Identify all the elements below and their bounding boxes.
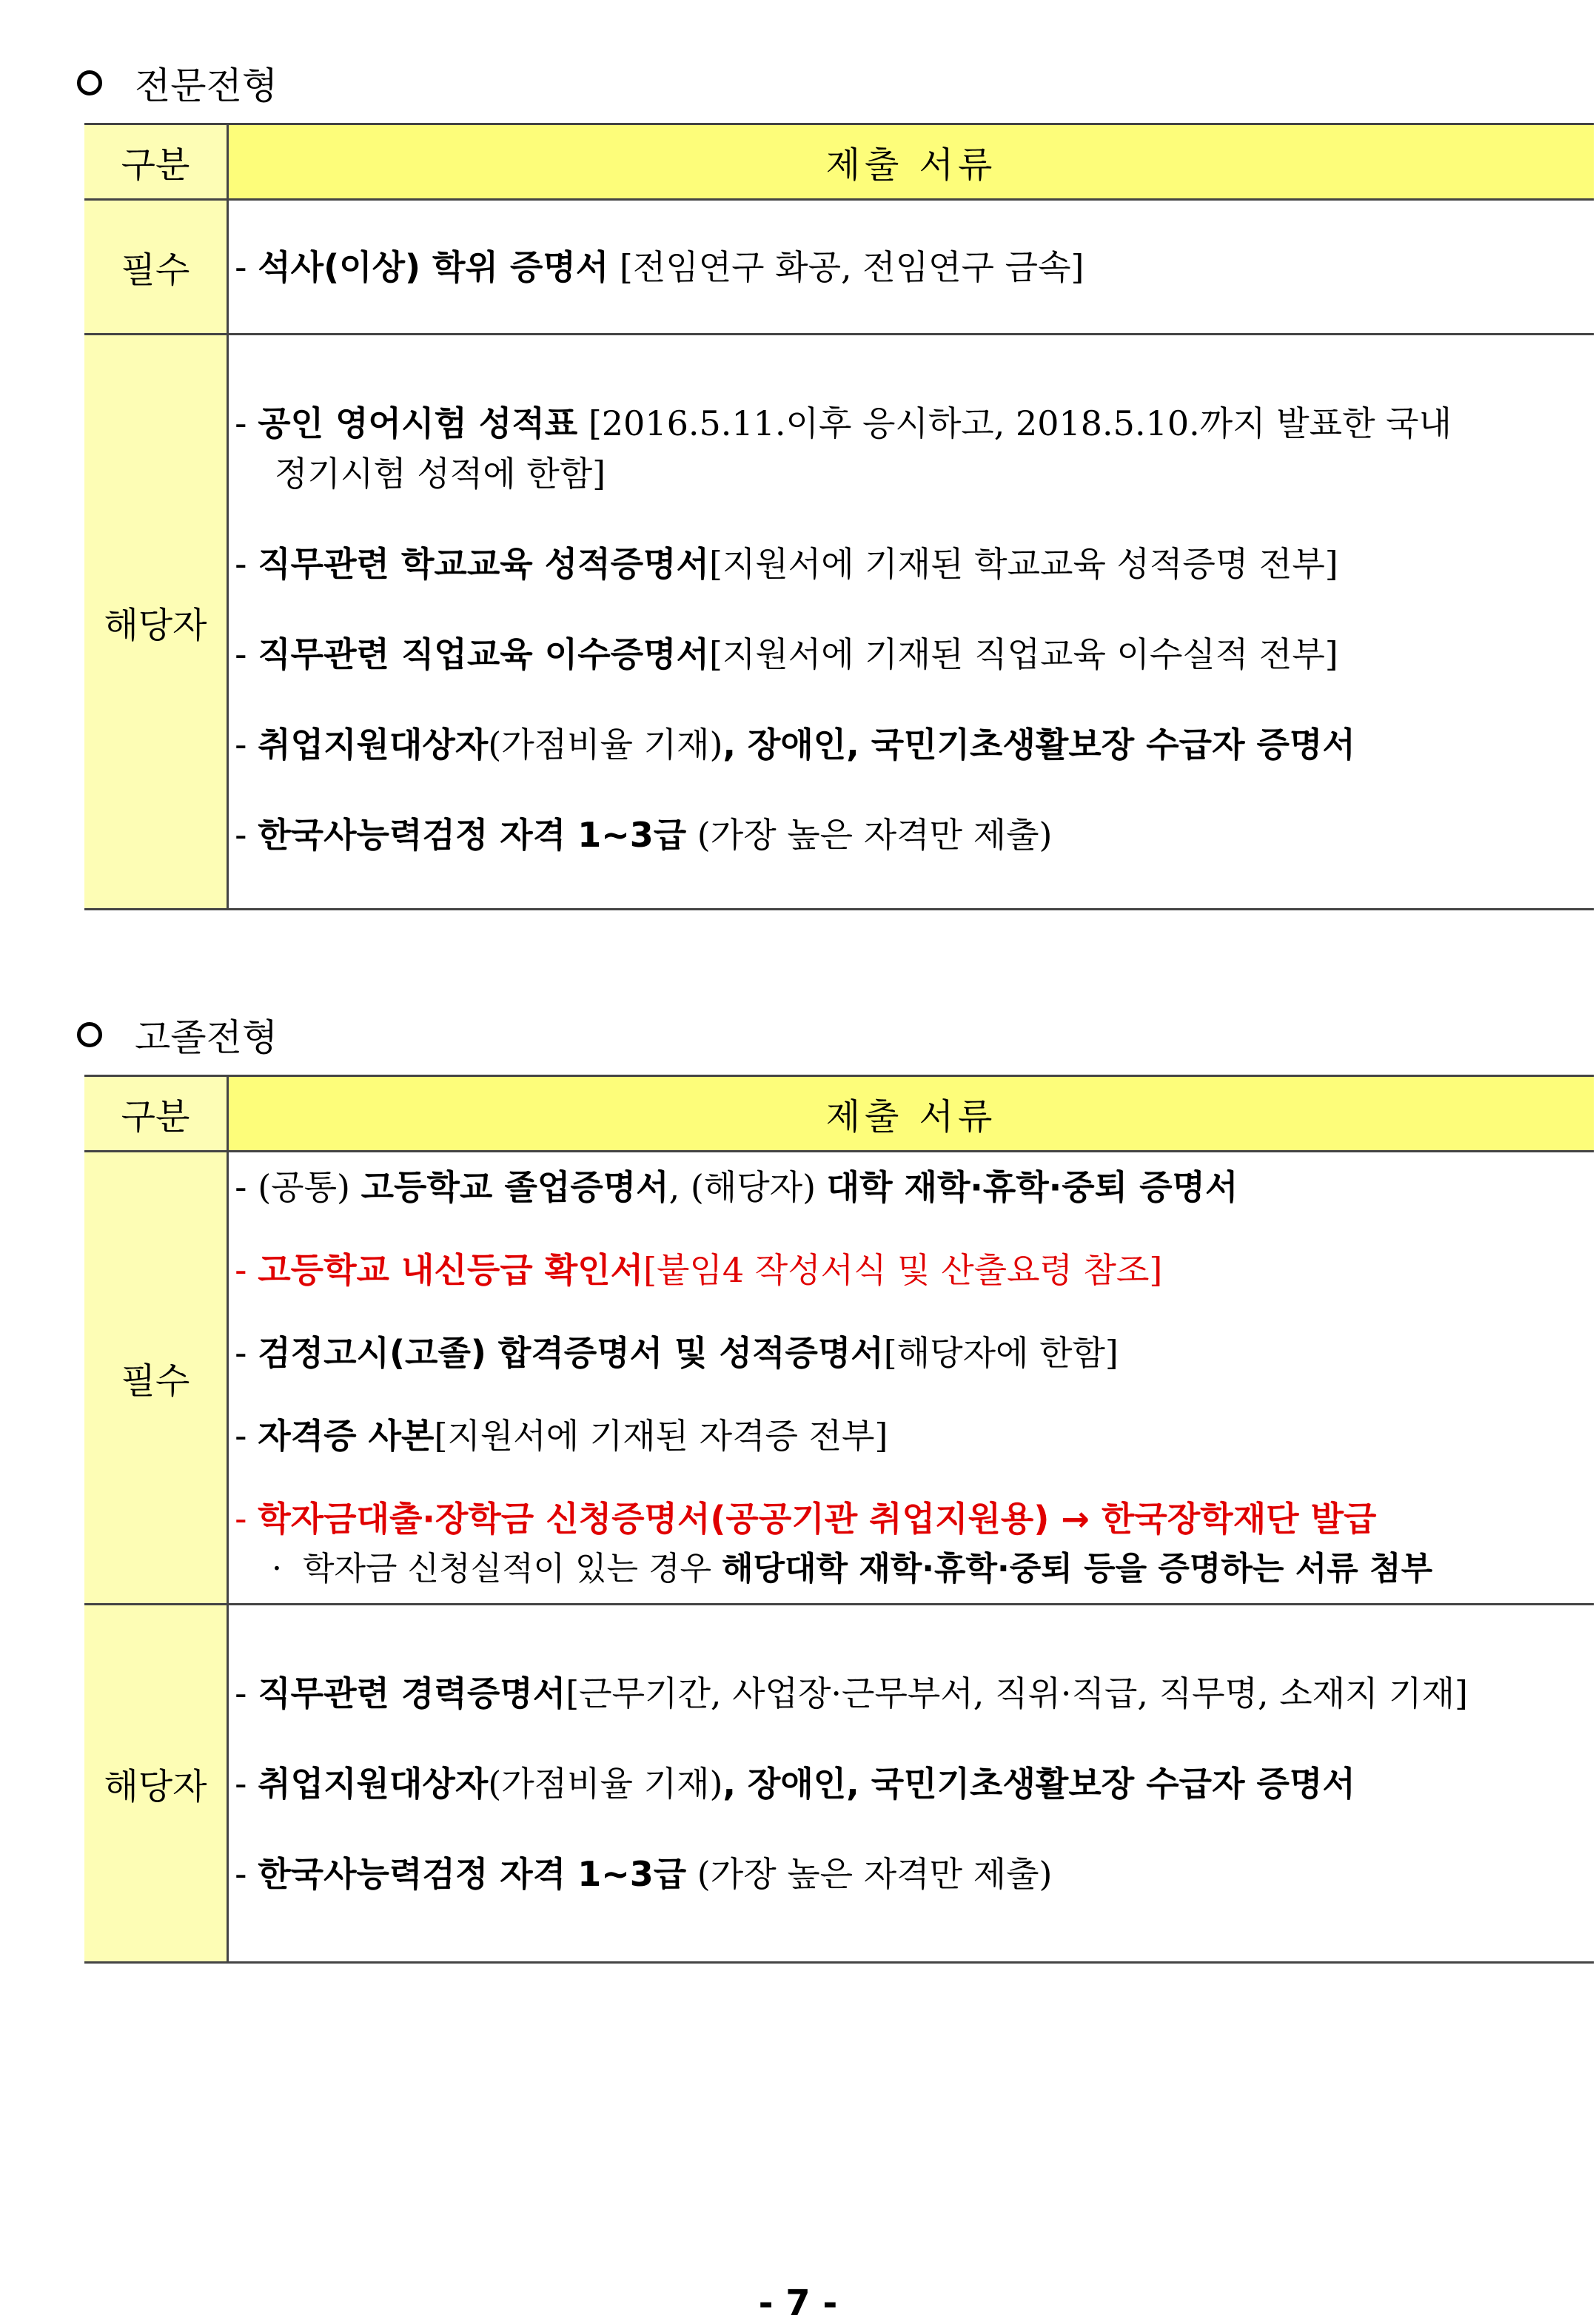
list-item: - 자격증 사본[지원서에 기재된 자격증 전부] [235,1415,888,1456]
row-label: 해당자 [84,335,228,910]
row-label: 해당자 [84,1605,228,1963]
table-header-row [84,1076,1594,1152]
list-item: - 직무관련 경력증명서[근무기간, 사업장·근무부서, 직위·직급, 직무명, 소재지 기재] [235,1673,1468,1713]
list-item: - 한국사능력검정 자격 1~3급 (가장 높은 자격만 제출) [235,1853,1053,1894]
circle-bullet-icon [77,70,102,95]
list-item: - 취업지원대상자(가점비율 기재), 장애인, 국민기초생활보장 수급자 증명서 [235,1763,1355,1804]
list-item: - 석사(이상) 학위 증명서 [전임연구 화공, 전임연구 금속] [235,246,1084,287]
page-number: - 7 - [758,2283,838,2324]
table-header-row [84,124,1594,200]
document-table-specialist [84,123,1594,910]
header-category: 구분 [84,1076,228,1152]
list-item: - 취업지원대상자(가점비율 기재), 장애인, 국민기초생활보장 수급자 증명서 [235,725,1355,765]
list-item: - 직무관련 직업교육 이수증명서[지원서에 기재된 직업교육 이수실적 전부] [235,634,1338,674]
table-row-applicable [84,335,1594,910]
header-documents: 제출 서류 [228,1076,1595,1152]
list-item-continuation: 정기시험 성적에 한함] [275,454,606,494]
section-title-text: 전문전형 [135,64,278,107]
document-table-highschool [84,1075,1594,1964]
list-item: - 공인 영어시험 성적표 [2016.5.11.이후 응시하고, 2018.5.10.까지 발표한 국내 [235,403,1452,443]
list-item: - (공통) 고등학교 졸업증명서, (해당자) 대학 재학·휴학·중퇴 증명서 [235,1166,1238,1207]
table-row-required [84,1152,1594,1605]
section-title-highschool [77,1008,278,1061]
list-item: - 검정고시(고졸) 합격증명서 및 성적증명서[해당자에 한함] [235,1332,1119,1373]
table-row-applicable [84,1605,1594,1963]
list-item: - 한국사능력검정 자격 1~3급 (가장 높은 자격만 제출) [235,815,1053,855]
table-row-required [84,200,1594,335]
sub-note: · 학자금 신청실적이 있는 경우 해당대학 재학·휴학·중퇴 등을 증명하는 서류 첨부 [272,1549,1433,1588]
bullet-dot-icon: · [272,1549,303,1588]
row-label: 필수 [84,200,228,335]
list-item-highlighted: - 고등학교 내신등급 확인서[붙임4 작성서식 및 산출요령 참조] [235,1249,1163,1290]
section-title-text: 고졸전형 [135,1016,278,1059]
section-title-specialist [77,56,278,110]
list-item: - 직무관련 학교교육 성적증명서[지원서에 기재된 학교교육 성적증명 전부] [235,544,1338,584]
header-documents: 제출 서류 [228,124,1595,200]
row-label: 필수 [84,1152,228,1605]
list-item-highlighted: - 학자금대출·장학금 신청증명서(공공기관 취업지원용) → 한국장학재단 발급 [235,1498,1377,1539]
circle-bullet-icon [77,1022,102,1047]
header-category: 구분 [84,124,228,200]
